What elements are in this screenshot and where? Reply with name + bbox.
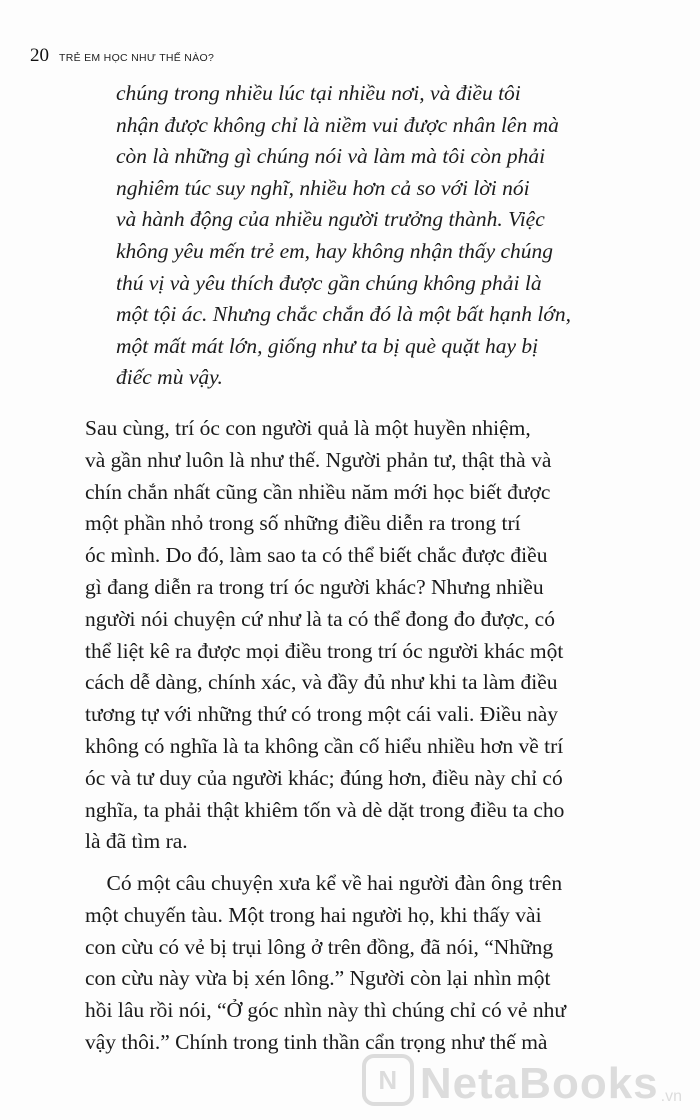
netabooks-watermark <box>362 1054 682 1106</box>
quote-line: không yêu mến trẻ em, hay không nhận thấy chúng <box>116 238 554 263</box>
watermark-suffix: .vn <box>660 1088 682 1105</box>
quote-line: nhận được không chỉ là niềm vui được nhân lên mà <box>116 112 559 137</box>
quote-line: nghiêm túc suy nghĩ, nhiều hơn cả so với lời nói <box>116 175 530 200</box>
block-quote <box>116 78 626 394</box>
paragraph-line: một phần nhỏ trong số những điều diễn ra trong trí <box>85 511 521 536</box>
paragraph-line: nghĩa, ta phải thật khiêm tốn và dè dặt trong điều ta cho <box>85 797 565 822</box>
body-paragraph-1 <box>85 413 655 858</box>
quote-line: còn là những gì chúng nói và làm mà tôi còn phải <box>116 144 546 169</box>
paragraph-line: con cừu có vẻ bị trụi lông ở trên đồng, đã nói, “Những <box>85 934 554 959</box>
watermark-text: NetaBooks <box>419 1059 659 1108</box>
paragraph-line: con cừu này vừa bị xén lông.” Người còn lại nhìn một <box>85 966 551 991</box>
paragraph-line: và gần như luôn là như thế. Người phản tư, thật thà và <box>85 447 552 472</box>
body-paragraph-2 <box>85 868 655 1059</box>
paragraph-line: óc mình. Do đó, làm sao ta có thể biết chắc được điều <box>85 543 548 568</box>
running-title: TRẺ EM HỌC NHƯ THẾ NÀO? <box>59 52 215 64</box>
page-header <box>30 45 214 67</box>
paragraph-line: người nói chuyện cứ như là ta có thể đong đo được, có <box>85 606 555 631</box>
quote-line: một mất mát lớn, giống như ta bị què quặt hay bị <box>116 333 539 358</box>
paragraph-line: chín chắn nhất cũng cần nhiều năm mới học biết được <box>85 479 551 504</box>
paragraph-line: một chuyến tàu. Một trong hai người họ, khi thấy vài <box>85 902 542 927</box>
paragraph-line: tương tự với những thứ có trong một cái vali. Điều này <box>85 702 558 727</box>
paragraph-line: không có nghĩa là ta không cần cố hiểu nhiều hơn về trí <box>85 733 564 758</box>
paragraph-line: gì đang diễn ra trong trí óc người khác? Nhưng nhiều <box>85 574 544 599</box>
netabooks-logo-icon: N <box>362 1054 414 1106</box>
quote-line: điếc mù vậy. <box>116 365 223 390</box>
paragraph-line: hồi lâu rồi nói, “Ở góc nhìn này thì chúng chỉ có vẻ như <box>85 998 566 1023</box>
quote-line: chúng trong nhiều lúc tại nhiều nơi, và điều tôi <box>116 81 521 105</box>
paragraph-line: là đã tìm ra. <box>85 829 188 854</box>
paragraph-line: cách dễ dàng, chính xác, và đầy đủ như khi ta làm điều <box>85 670 558 695</box>
paragraph-line: Sau cùng, trí óc con người quả là một huyền nhiệm, <box>85 416 531 440</box>
paragraph-line: thể liệt kê ra được mọi điều trong trí óc người khác một <box>85 638 564 663</box>
quote-line: và hành động của nhiều người trưởng thành. Việc <box>116 207 545 232</box>
paragraph-line: óc và tư duy của người khác; đúng hơn, điều này chỉ có <box>85 765 563 790</box>
page-number: 20 <box>30 45 49 66</box>
paragraph-line: Có một câu chuyện xưa kể về hai người đàn ông trên <box>85 871 563 895</box>
quote-line: thú vị và yêu thích được gần chúng không phải là <box>116 270 542 295</box>
quote-line: một tội ác. Nhưng chắc chắn đó là một bất hạnh lớn, <box>116 302 571 327</box>
paragraph-line: vậy thôi.” Chính trong tinh thần cẩn trọng như thế mà <box>85 1029 548 1054</box>
